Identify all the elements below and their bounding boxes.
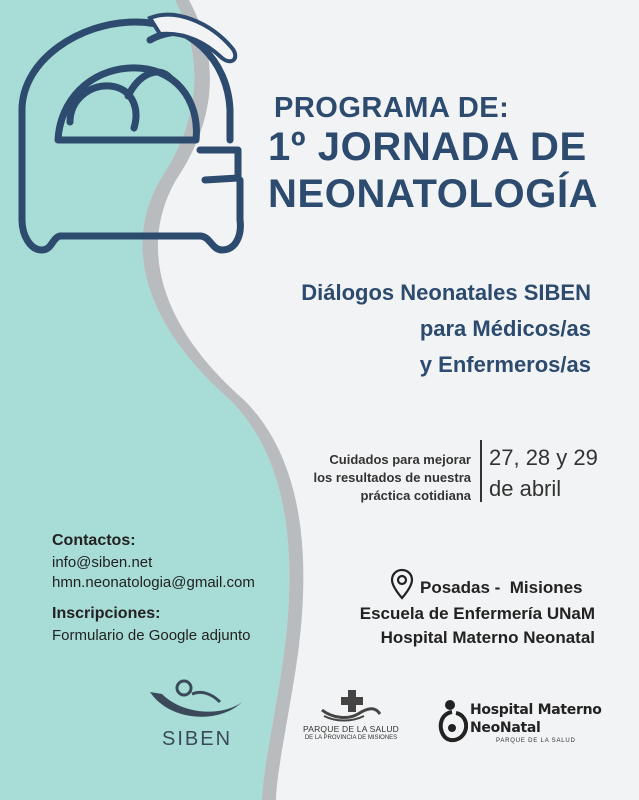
- hospital-logo-sub: PARQUE DE LA SALUD: [496, 738, 576, 744]
- inscriptions-text: Formulario de Google adjunto: [52, 627, 251, 644]
- location-city: Posadas - Misiones: [420, 578, 583, 597]
- header-title-line-2: NEONATOLOGÍA: [268, 172, 599, 216]
- location-pin-icon: [390, 568, 414, 600]
- inscriptions-heading: Inscripciones:: [52, 605, 161, 622]
- subtitle-line-1: Diálogos Neonatales SIBEN: [301, 280, 591, 305]
- header-prefix: PROGRAMA DE:: [274, 92, 510, 124]
- siben-mark-icon: [140, 672, 250, 728]
- contacts-heading: Contactos:: [52, 532, 136, 549]
- siben-logo-text: SIBEN: [162, 728, 233, 750]
- contact-email-hmn[interactable]: hmn.neonatologia@gmail.com: [52, 574, 255, 591]
- tagline-line-2: los resultados de nuestra: [313, 470, 471, 485]
- dates-line-1: 27, 28 y 29: [489, 445, 598, 470]
- tagline-line-1: Cuidados para mejorar: [329, 452, 471, 467]
- hospital-logo-name-2: NeoNatal: [470, 720, 541, 736]
- siben-logo: [140, 672, 250, 752]
- parque-mark-icon: [318, 688, 384, 722]
- subtitle-line-2: para Médicos/as: [419, 316, 591, 341]
- dates-line-2: de abril: [489, 476, 562, 501]
- parque-logo-sub: DE LA PROVINCIA DE MISIONES: [304, 735, 398, 741]
- location-venue-1: Escuela de Enfermería UNaM: [359, 604, 595, 623]
- hospital-logo-name-1: Hospital Materno: [470, 702, 602, 718]
- hospital-mark-icon: [436, 698, 468, 744]
- subtitle-line-3: y Enfermeros/as: [419, 352, 591, 377]
- location-venue-2: Hospital Materno Neonatal: [380, 628, 595, 647]
- contact-email-siben[interactable]: info@siben.net: [52, 554, 153, 571]
- parque-logo-name: PARQUE DE LA SALUD: [302, 724, 400, 734]
- hospital-logo: [436, 696, 606, 748]
- header-title-line-1: 1º JORNADA DE: [268, 125, 587, 169]
- date-divider: [480, 440, 482, 502]
- parque-logo: [286, 688, 416, 748]
- tagline-line-3: práctica cotidiana: [360, 488, 471, 503]
